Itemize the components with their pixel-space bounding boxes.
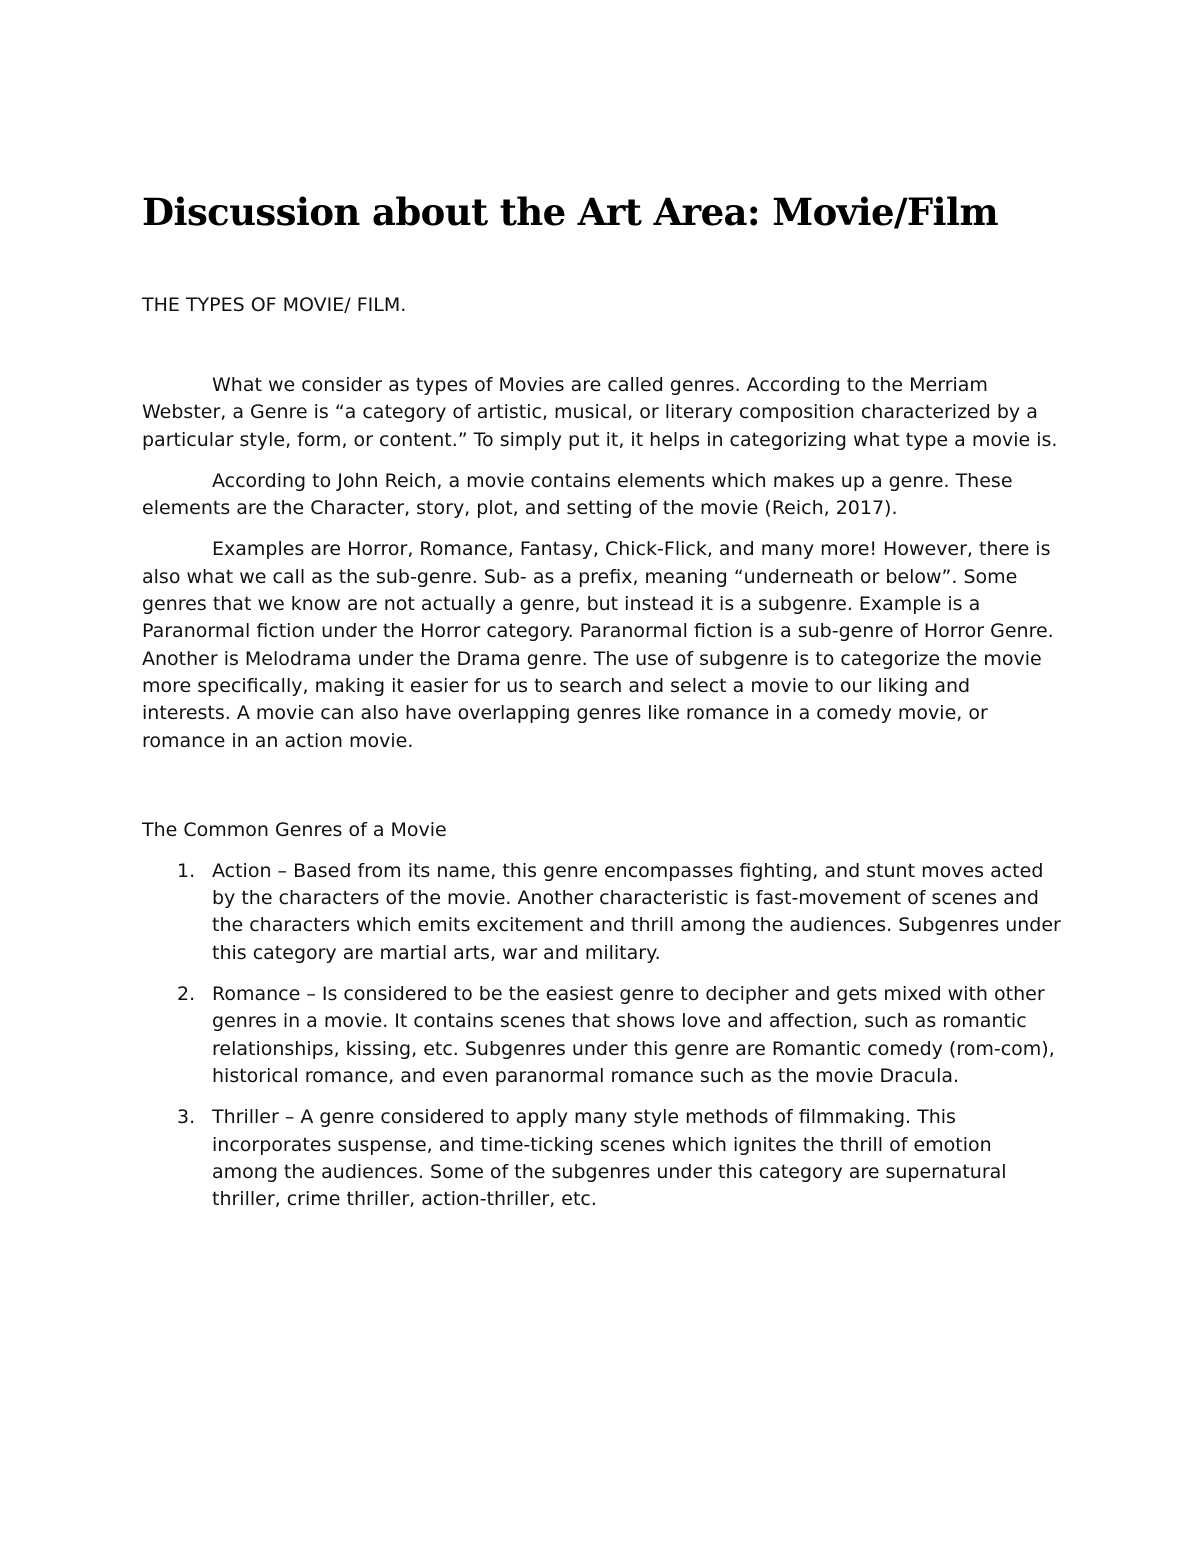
- paragraph-subgenre-examples: Examples are Horror, Romance, Fantasy, Chick-Flick, and many more! However, there is also what we call as the sub-genre. Sub- as a prefix, meaning “underneath or below”. Some genres that we know are not actually a genre, but instead it is a subgenre. Example is a Paranormal fiction under the Horror category. Paranormal fiction is a sub-genre of Horror Genre. Another is Melodrama under the Drama genre. The use of subgenre is to categorize the movie more specifically, making it easier for us to search and select a movie to our liking and interests. A movie can also have overlapping genres like romance in a comedy movie, or romance in an action movie.: [142, 538, 1054, 752]
- list-item-number: 3.: [177, 1106, 196, 1129]
- genre-list: [142, 858, 1062, 1214]
- list-item-text: Thriller – A genre considered to apply many style methods of filmmaking. This incorporates suspense, and time-ticking scenes which ignites the thrill of emotion among the audiences. Some of the subgenres under this category are supernatural thriller, crime thriller, action-thriller, etc.: [212, 1106, 1007, 1211]
- paragraph-genres-definition: What we consider as types of Movies are called genres. According to the Merriam Webster, a Genre is “a category of artistic, musical, or literary composition characterized by a particular style, form, or content.” To simply put it, it helps in categorizing what type a movie is.: [142, 374, 1058, 451]
- list-item: [142, 858, 1062, 967]
- list-item: [142, 981, 1062, 1090]
- list-item-text: Action – Based from its name, this genre encompasses fighting, and stunt moves acted by the characters of the movie. Another characteristic is fast-movement of scenes and the characters which emits excitement and thrill among the audiences. Subgenres under this category are martial arts, war and military.: [212, 859, 1061, 964]
- document-title: Discussion about the Art Area: Movie/Film: [142, 190, 998, 234]
- paragraph-genre-elements: According to John Reich, a movie contains elements which makes up a genre. These elements are the Character, story, plot, and setting of the movie (Reich, 2017).: [142, 469, 1013, 520]
- list-item-number: 2.: [177, 983, 196, 1006]
- section-heading: THE TYPES OF MOVIE/ FILM.: [142, 294, 407, 316]
- list-heading: The Common Genres of a Movie: [142, 818, 447, 841]
- list-item-text: Romance – Is considered to be the easiest genre to decipher and gets mixed with other genres in a movie. It contains scenes that shows love and affection, such as romantic relationships, kissing, etc. Subgenres under this genre are Romantic comedy (rom-com), historical romance, and even paranormal romance such as the movie Dracula.: [212, 983, 1055, 1087]
- list-item-number: 1.: [177, 859, 196, 882]
- list-item: [142, 1104, 1062, 1213]
- document-content: [142, 188, 1062, 1227]
